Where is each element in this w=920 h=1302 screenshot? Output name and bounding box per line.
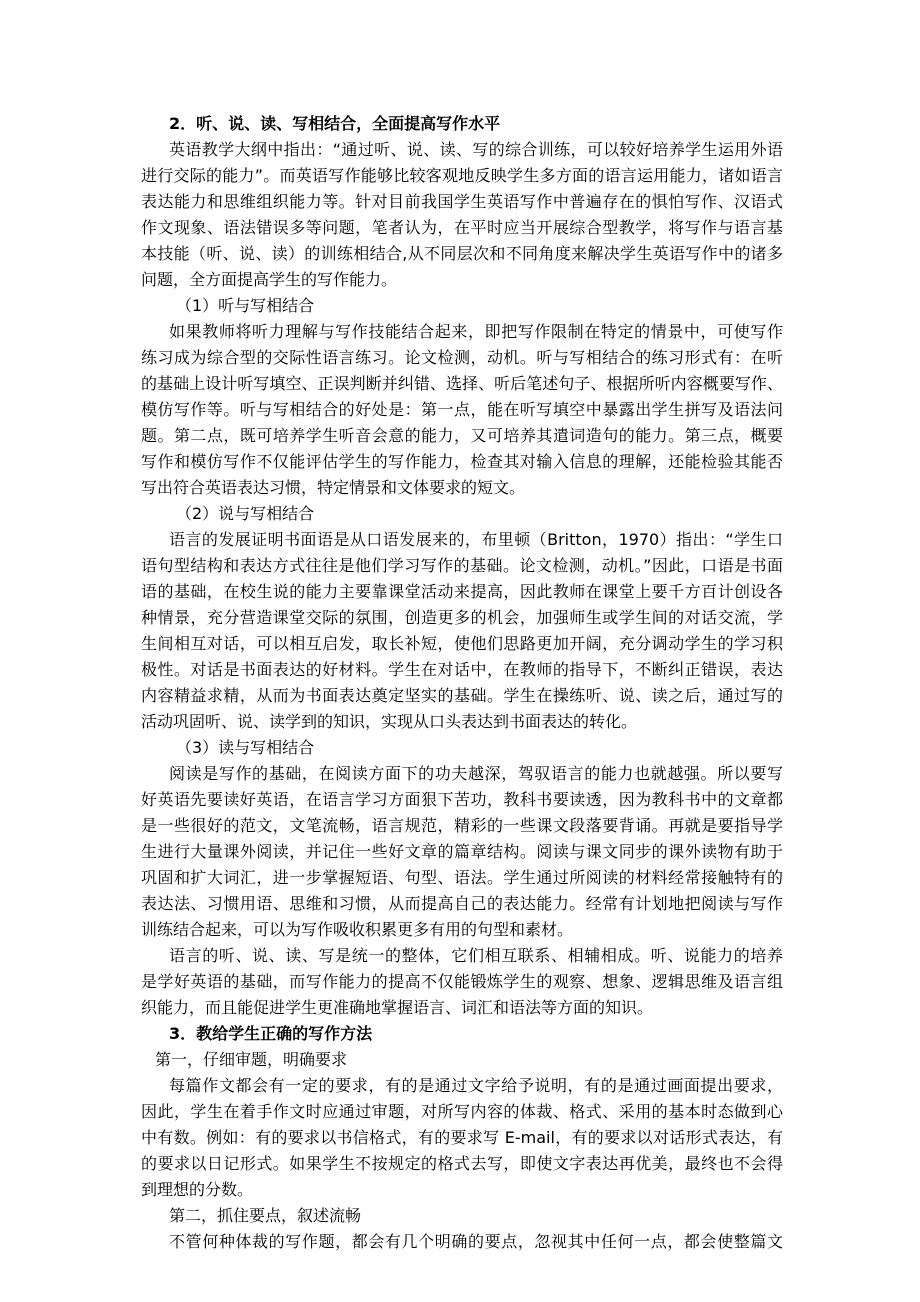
subheading-listening-writing: （1）听与写相结合	[176, 296, 315, 315]
paragraph-line: 如果教师将听力理解与写作技能结合起来，即把写作限制在特定的情景中，可使写作	[169, 322, 783, 341]
paragraph-line: 是学好英语的基础，而写作能力的提高不仅能锻炼学生的观察、想象、逻辑思维及语言组	[141, 972, 783, 991]
paragraph-line: 到理想的分数。	[141, 1180, 254, 1199]
paragraph-line: 作文现象、语法错误多等问题，笔者认为，在平时应当开展综合型教学，将写作与语言基	[141, 218, 783, 237]
paragraph-line: 的基础上设计听写填空、正误判断并纠错、选择、听后笔述句子、根据所听内容概要写作、	[141, 374, 783, 393]
paragraph-line: 极性。对话是书面表达的好材料。学生在对话中，在教师的指导下，不断纠正错误，表达	[141, 660, 783, 679]
paragraph-line: 的要求以日记形式。如果学生不按规定的格式去写，即使文字表达再优美，最终也不会得	[141, 1154, 783, 1173]
paragraph-line: 种情景，充分营造课堂交际的氛围，创造更多的机会，加强师生或学生间的对话交流，学	[141, 608, 783, 627]
subheading-reading-writing: （3）读与写相结合	[176, 738, 315, 757]
first-step-heading: 第一，仔细审题，明确要求	[155, 1050, 348, 1069]
paragraph-line: 写作和模仿写作不仅能评估学生的写作能力，检查其对输入信息的理解，还能检验其能否	[141, 452, 783, 471]
paragraph-line: 训练结合起来，可以为写作吸收积累更多有用的句型和素材。	[141, 920, 574, 939]
second-step-heading: 第二，抓住要点，叙述流畅	[169, 1206, 362, 1225]
paragraph-line: 每篇作文都会有一定的要求，有的是通过文字给予说明，有的是通过画面提出要求，	[169, 1076, 783, 1095]
paragraph-line: 英语教学大纲中指出：“通过听、说、读、写的综合训练，可以较好培养学生运用外语	[169, 140, 783, 159]
paragraph-line: 中有数。例如：有的要求以书信格式，有的要求写 E-mail，有的要求以对话形式表达，有	[141, 1128, 783, 1147]
paragraph-listening-writing	[141, 319, 783, 501]
paragraph-listening-speaking-reading-writing	[141, 137, 783, 293]
paragraph-line: 巩固和扩大词汇，进一步掌握短语、句型、语法。学生通过所阅读的材料经常接触特有的	[141, 868, 783, 887]
paragraph-reading-writing	[141, 761, 783, 943]
paragraph-speaking-writing	[141, 527, 783, 735]
paragraph-line: 模仿写作等。听与写相结合的好处是：第一点，能在听写填空中暴露出学生拼写及语法问	[141, 400, 783, 419]
paragraph-line: 语言的发展证明书面语是从口语发展来的，布里顿（Britton，1970）指出：“学生口	[169, 530, 783, 549]
subheading-speaking-writing: （2）说与写相结合	[176, 504, 315, 523]
paragraph-line: 语句型结构和表达方式往往是他们学习写作的基础。论文检测，动机。”因此，口语是书面	[141, 556, 783, 575]
paragraph-line: 好英语先要读好英语，在语言学习方面狠下苦功，教科书要读透，因为教科书中的文章都	[141, 790, 783, 809]
section-2-heading: 2．听、说、读、写相结合，全面提高写作水平	[169, 114, 501, 133]
paragraph-line: 表达能力和思维组织能力等。针对目前我国学生英语写作中普遍存在的惧怕写作、汉语式	[141, 192, 783, 211]
paragraph-line: 本技能（听、说、读）的训练相结合,从不同层次和不同角度来解决学生英语写作中的诸多	[141, 244, 783, 263]
paragraph-line: 问题，全方面提高学生的写作能力。	[141, 270, 398, 289]
paragraph-line: 写出符合英语表达习惯，特定情景和文体要求的短文。	[141, 478, 526, 497]
paragraph-line: 表达法、习惯用语、思维和习惯，从而提高自己的表达能力。经常有计划地把阅读与写作	[141, 894, 783, 913]
paragraph-summary	[141, 943, 783, 1021]
paragraph-line: 生进行大量课外阅读，并记住一些好文章的篇章结构。阅读与课文同步的课外读物有助于	[141, 842, 783, 861]
paragraph-line: 因此，学生在着手作文时应通过审题，对所写内容的体裁、格式、采用的基本时态做到心	[141, 1102, 783, 1121]
paragraph-line: 题。第二点，既可培养学生听音会意的能力，又可培养其遣词造句的能力。第三点，概要	[141, 426, 783, 445]
paragraph-first-step	[141, 1073, 783, 1203]
paragraph-line: 语言的听、说、读、写是统一的整体，它们相互联系、相辅相成。听、说能力的培养	[169, 946, 783, 965]
document-page	[141, 111, 783, 1255]
paragraph-line: 语的基础，在校生说的能力主要靠课堂活动来提高，因此教师在课堂上要千方百计创设各	[141, 582, 783, 601]
section-3-heading: 3．教给学生正确的写作方法	[169, 1024, 373, 1043]
paragraph-line: 生间相互对话，可以相互启发，取长补短，使他们思路更加开阔，充分调动学生的学习积	[141, 634, 783, 653]
paragraph-second-step	[141, 1229, 783, 1255]
paragraph-line: 是一些很好的范文，文笔流畅，语言规范，精彩的一些课文段落要背诵。再就是要指导学	[141, 816, 783, 835]
paragraph-line: 阅读是写作的基础，在阅读方面下的功夫越深，驾驭语言的能力也就越强。所以要写	[169, 764, 783, 783]
paragraph-line: 练习成为综合型的交际性语言练习。论文检测，动机。听与写相结合的练习形式有：在听	[141, 348, 783, 367]
paragraph-line: 不管何种体裁的写作题，都会有几个明确的要点，忽视其中任何一点，都会使整篇文	[169, 1232, 783, 1251]
paragraph-line: 内容精益求精，从而为书面表达奠定坚实的基础。学生在操练听、说、读之后，通过写的	[141, 686, 783, 705]
paragraph-line: 活动巩固听、说、读学到的知识，实现从口头表达到书面表达的转化。	[141, 712, 638, 731]
paragraph-line: 织能力，而且能促进学生更准确地掌握语言、词汇和语法等方面的知识。	[141, 998, 654, 1017]
paragraph-line: 进行交际的能力”。而英语写作能够比较客观地反映学生多方面的语言运用能力，诸如语言	[141, 166, 783, 185]
